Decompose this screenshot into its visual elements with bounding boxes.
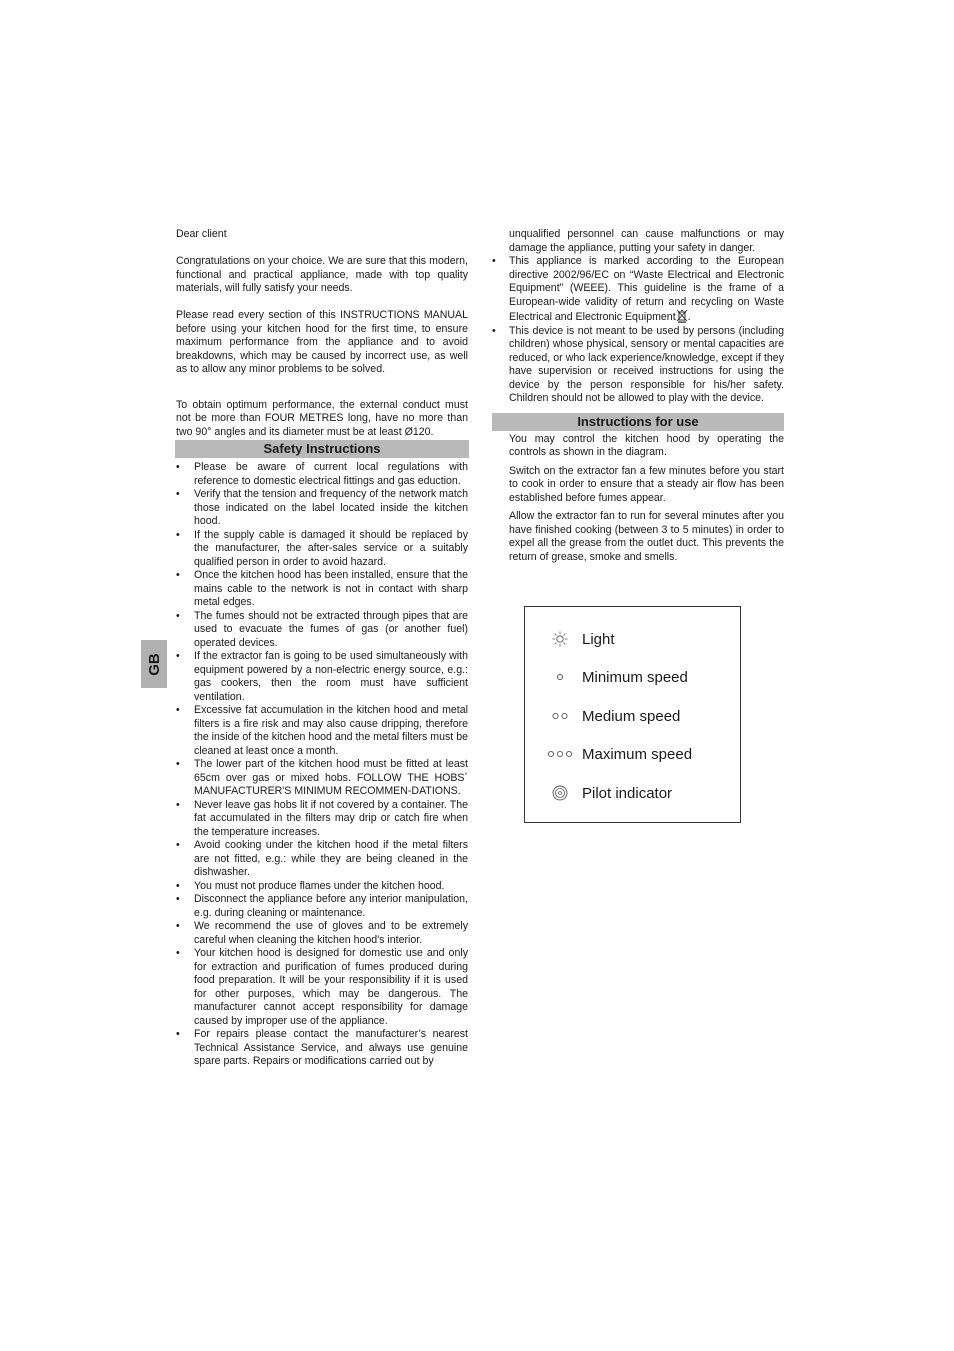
bullet: • [176, 1028, 180, 1040]
list-item: • If the supply cable is damaged it should be replaced by the manufacturer, the after-sales service or a suitably qualified person in order to avoid hazard. [176, 528, 468, 568]
diagram-row-medium-speed [525, 704, 740, 728]
safety-instructions-heading: Safety Instructions [175, 440, 469, 458]
bullet: • [176, 758, 180, 770]
diagram-label: Maximum speed [582, 745, 693, 763]
diagram-row-pilot-indicator [525, 781, 740, 805]
intro-paragraph-2: Please read every section of this INSTRUCTIONS MANUAL before using your kitchen hood for the first time, to ensure maximum performance from the appliance and to avoid breakdowns, which may be caused by incorrect use, as well as to allow any minor problems to be solved. [176, 309, 468, 375]
list-item: • The lower part of the kitchen hood must be fitted at least 65cm over gas or mixed hobs. FOLLOW THE HOBS´ MANUFACTURER'S MINIMUM RECOMMEN-DATIONS. [176, 758, 468, 797]
diagram-label: Minimum speed [582, 668, 688, 686]
list-item: • Once the kitchen hood has been installed, ensure that the mains cable to the network is not in contact with sharp metal edges. [176, 569, 468, 608]
bullet: • [176, 879, 180, 892]
use-paragraph: Switch on the extractor fan a few minutes before you start to cook in order to ensure that a steady air flow has been established before fumes appear. [509, 464, 784, 504]
right-column [492, 228, 784, 569]
bullet: • [176, 650, 180, 662]
list-item: • This device is not meant to be used by persons (including children) whose physical, sensory or mental capacities are reduced, or who lack experience/knowledge, except if they have supervision or received instructions for using the device by the person responsible for his/her safety. Children should not be allowed to play with the device. [492, 324, 784, 404]
diagram-label: Medium speed [582, 707, 681, 725]
bullet: • [176, 839, 180, 851]
list-item: • Please be aware of current local regulations with reference to domestic electrical fittings and gas eduction. [176, 461, 468, 487]
list-item: • This appliance is marked according to the European directive 2002/96/EC on “Waste Electrical and Electronic Equipment” (WEEE). This guideline is the frame of a European-wide validity of return and recycling on Waste Electrical and Electronic Equipment . [492, 255, 784, 323]
bullet: • [492, 324, 496, 337]
instructions-for-use-text [492, 433, 784, 565]
diagram-row-minimum-speed [525, 665, 740, 689]
bullet: • [176, 893, 180, 905]
diagram-label: Light [582, 630, 615, 648]
intro-paragraph-3: To obtain optimum performance, the external conduct must not be more than FOUR METRES long, have no more than two 90° angles and its diameter must be at least Ø120. [176, 398, 468, 438]
bullet: • [176, 569, 180, 581]
use-paragraph: You may control the kitchen hood by operating the controls as shown in the diagram. [509, 432, 784, 458]
language-tab-label: GB [145, 652, 163, 676]
bullet: • [176, 461, 180, 473]
left-column [176, 228, 468, 1069]
list-item: • If the extractor fan is going to be used simultaneously with equipment powered by a non-electric energy source, e.g.: gas cookers, then the room must have sufficient ventilation. [176, 650, 468, 703]
bullet: • [176, 528, 180, 541]
bullet: • [176, 704, 180, 716]
list-item: • Excessive fat accumulation in the kitchen hood and metal filters is a fire risk and may also cause dripping, therefore the inside of the kitchen hood and the metal filters must be cleaned at least once a month. [176, 704, 468, 757]
list-item: • Your kitchen hood is designed for domestic use and only for extraction and purification of fumes produced during food preparation. It will be your responsibility if it is used for other purposes, which may be dangerous. The manufacturer cannot accept responsibility for damage caused by improper use of the appliance. [176, 947, 468, 1027]
instructions-for-use-heading: Instructions for use [492, 413, 784, 431]
continued-text: unqualified personnel can cause malfunctions or may damage the appliance, putting your safety in danger. [509, 228, 784, 254]
controls-diagram [524, 606, 741, 823]
list-item: • Avoid cooking under the kitchen hood if the metal filters are not fitted, e.g.: while they are being cleaned in the dishwasher. [176, 839, 468, 878]
crossed-bin-icon [676, 309, 688, 323]
safety-list [176, 461, 468, 1069]
intro-paragraph-1: Congratulations on your choice. We are sure that this modern, functional and practical appliance, made with top quality materials, will fully satisfy your needs. [176, 255, 468, 294]
list-item: • Never leave gas hobs lit if not covered by a container. The fat accumulated in the filters may drip or catch fire when the temperature increases. [176, 798, 468, 838]
bullet: • [176, 798, 180, 811]
bullet: • [492, 255, 496, 267]
bullet: • [176, 488, 180, 500]
language-tab [141, 640, 167, 688]
list-item: • The fumes should not be extracted through pipes that are used to evacuate the fumes of gas (or another fuel) operated devices. [176, 609, 468, 649]
bullet: • [176, 920, 180, 932]
diagram-row-maximum-speed [525, 742, 740, 766]
list-item: • For repairs please contact the manufacturer’s nearest Technical Assistance Service, and always use genuine spare parts. Repairs or modifications carried out by [176, 1028, 468, 1067]
list-item: • We recommend the use of gloves and to be extremely careful when cleaning the kitchen hood's interior. [176, 920, 468, 946]
right-list [492, 255, 784, 406]
list-item: • Disconnect the appliance before any interior manipulation, e.g. during cleaning or maintenance. [176, 893, 468, 919]
bullet: • [176, 609, 180, 622]
list-item: • You must not produce flames under the kitchen hood. [176, 879, 445, 892]
use-paragraph: Allow the extractor fan to run for several minutes after you have finished cooking (between 3 to 5 minutes) in order to expel all the grease from the outlet duct. This prevents the return of grease, smoke and smells. [509, 510, 784, 563]
diagram-row-light [525, 627, 740, 651]
list-item: • Verify that the tension and frequency of the network match those indicated on the label located inside the kitchen hood. [176, 488, 468, 527]
greeting: Dear client [176, 228, 227, 240]
diagram-label: Pilot indicator [582, 784, 673, 802]
bullet: • [176, 947, 180, 959]
